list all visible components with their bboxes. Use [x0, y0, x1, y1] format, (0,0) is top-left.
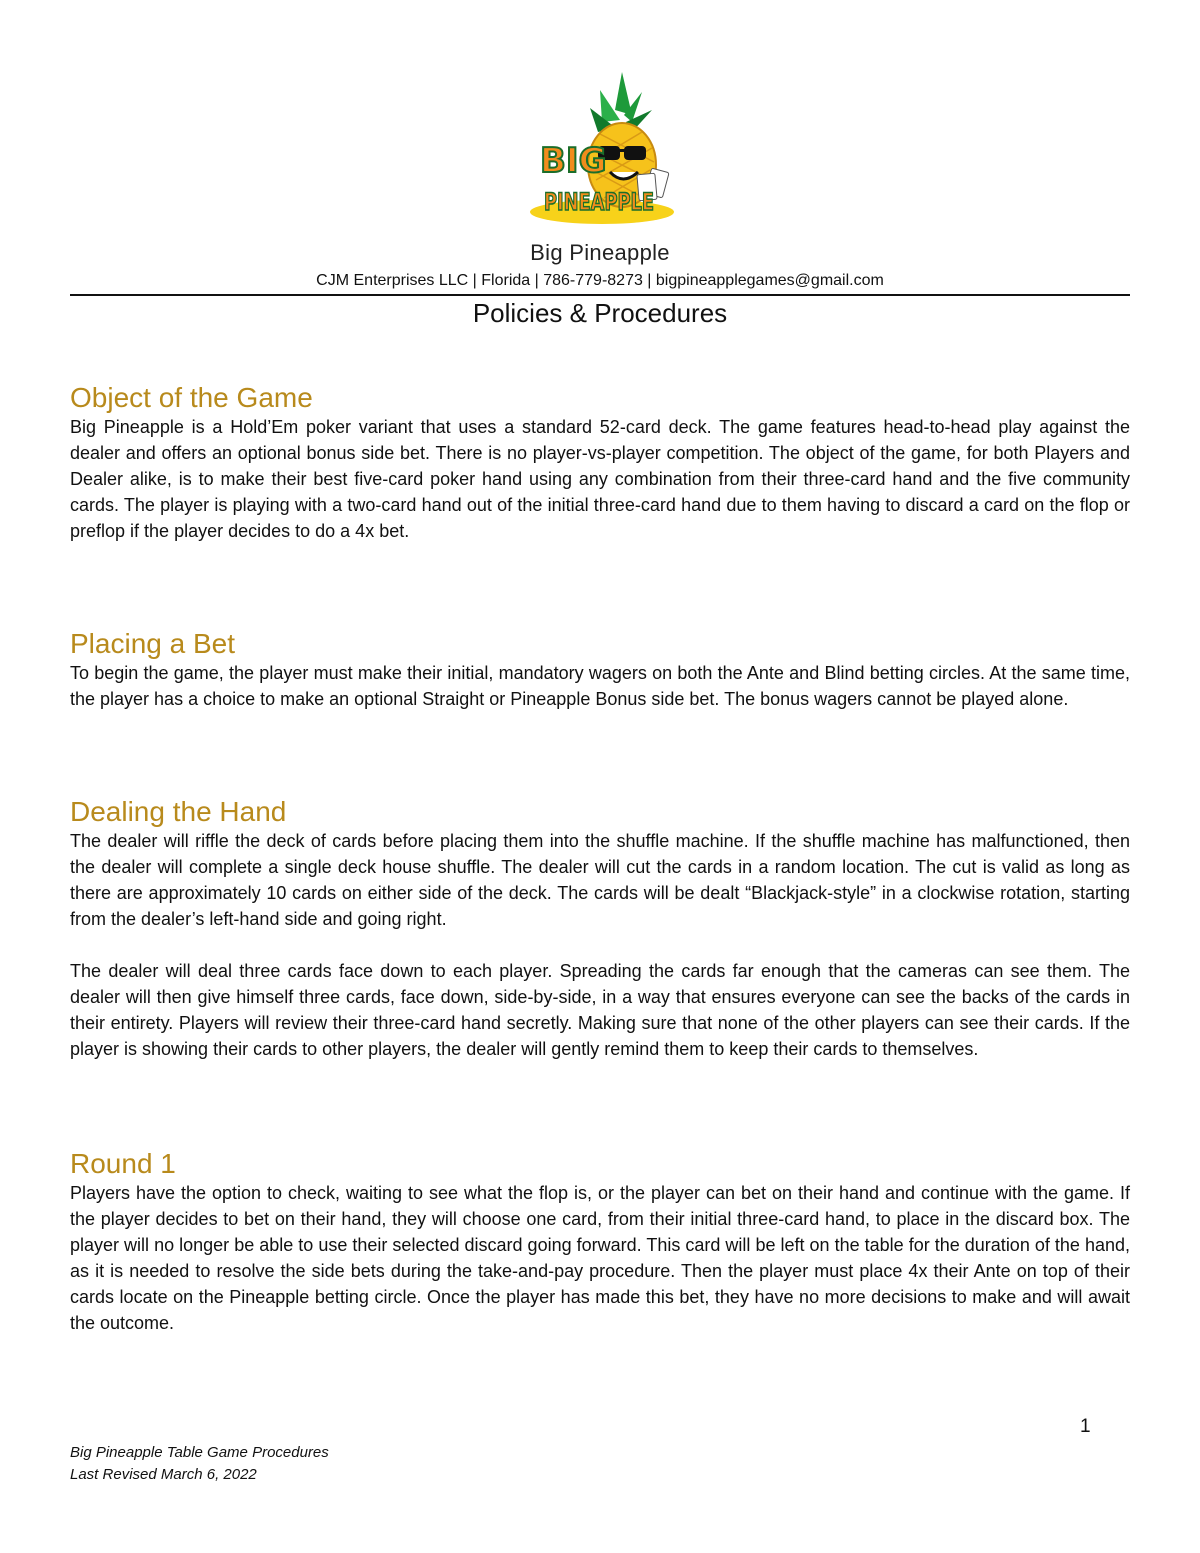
- section-object-of-the-game: [70, 382, 1130, 544]
- section-round-1: [70, 1148, 1130, 1336]
- header-divider: [70, 294, 1130, 296]
- section-paragraph: The dealer will riffle the deck of cards before placing them into the shuffle machine. If the shuffle machine has malfunctioned, then the dealer will complete a single deck house shuffle. The dealer will cut the cards in a random location. The cut is valid as long as there are approximately 10 cards on either side of the deck. The cards will be dealt “Blackjack-style” in a clockwise rotation, starting from the dealer’s left-hand side and going right.: [70, 831, 1130, 929]
- footer: [70, 1442, 329, 1486]
- page-number: 1: [1080, 1416, 1091, 1437]
- section-heading: Dealing the Hand: [70, 796, 287, 827]
- section-paragraph: Players have the option to check, waiting to see what the flop is, or the player can bet on their hand and continue with the game. If the player decides to bet on their hand, they will choose one card, from their initial three-card hand, to place in the discard box. The player will no longer be able to use their selected discard going forward. This card will be left on the table for the duration of the hand, as it is needed to resolve the side bets during the take-and-pay procedure. Then the player must place 4x their Ante on top of their cards locate on the Pineapple betting circle. Once the player has made this bet, they have no more decisions to make and will await the outcome.: [70, 1183, 1130, 1333]
- section-heading: Placing a Bet: [70, 628, 235, 659]
- svg-text:PINEAPPLE: PINEAPPLE: [544, 188, 654, 216]
- document-title: Policies & Procedures: [472, 298, 728, 328]
- section-paragraph: To begin the game, the player must make their initial, mandatory wagers on both the Ante and Blind betting circles. At the same time, the player has a choice to make an optional Straight or Pineapple Bonus side bet. The bonus wagers cannot be played alone.: [70, 663, 1130, 709]
- section-placing-a-bet: [70, 628, 1130, 712]
- big-pineapple-logo: [520, 70, 685, 230]
- footer-title: Big Pineapple Table Game Procedures: [70, 1444, 329, 1461]
- section-paragraph: The dealer will deal three cards face down to each player. Spreading the cards far enough that the cameras can see them. The dealer will then give himself three cards, face down, side-by-side, in a way that ensures everyone can see the backs of the cards in their entirety. Players will review their three-card hand secretly. Making sure that none of the other players can see their cards. If the player is showing their cards to other players, the dealer will gently remind them to keep their cards to themselves.: [70, 961, 1130, 1059]
- contact-line: CJM Enterprises LLC | Florida | 786-779-8273 | bigpineapplegames@gmail.com: [316, 272, 884, 289]
- section-paragraph: Big Pineapple is a Hold’Em poker variant that uses a standard 52-card deck. The game features head-to-head play against the dealer and offers an optional bonus side bet. There is no player-vs-player competition. The object of the game, for both Players and Dealer alike, is to make their best five-card poker hand using any combination from their three-card hand and the five community cards. The player is playing with a two-card hand out of the initial three-card hand due to them having to discard a card on the flop or preflop if the player decides to do a 4x bet.: [70, 417, 1130, 541]
- section-dealing-the-hand: [70, 796, 1130, 1062]
- svg-text:BIG: BIG: [540, 141, 607, 181]
- brand-name: Big Pineapple: [530, 240, 670, 265]
- section-heading: Object of the Game: [70, 382, 313, 413]
- section-heading: Round 1: [70, 1148, 176, 1179]
- footer-revision-date: Last Revised March 6, 2022: [70, 1466, 257, 1483]
